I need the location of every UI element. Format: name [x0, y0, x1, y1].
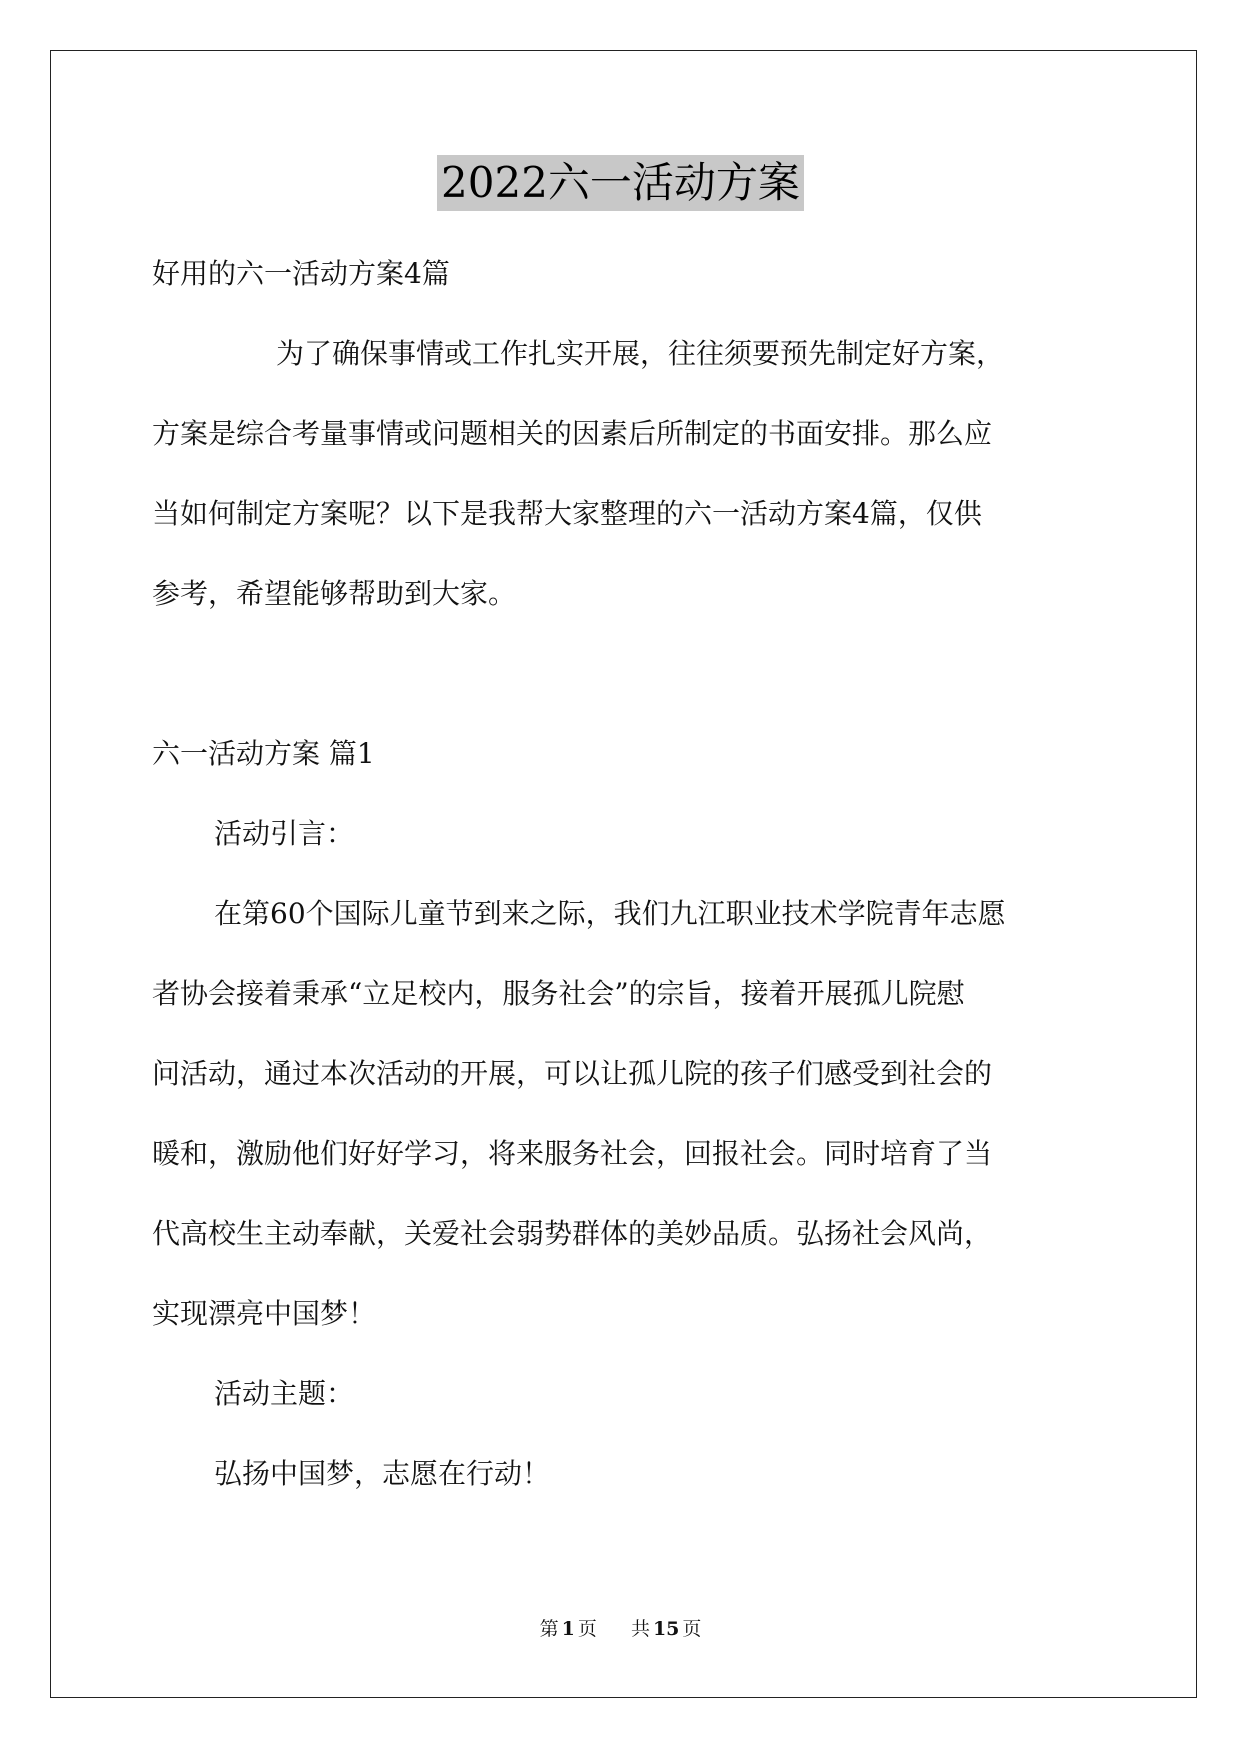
- foreword-line: 实现漂亮中国梦！: [152, 1297, 377, 1330]
- document-subtitle: 好用的六一活动方案4篇: [152, 257, 450, 290]
- page-suffix: 页: [577, 1618, 597, 1640]
- foreword-line: 代高校生主动奉献，关爱社会弱势群体的美妙品质。弘扬社会风尚，: [152, 1217, 993, 1250]
- document-title: 2022六一活动方案: [437, 155, 804, 211]
- intro-line: 为了确保事情或工作扎实开展，往往须要预先制定好方案，: [276, 337, 1005, 370]
- intro-line: 方案是综合考量事情或问题相关的因素后所制定的书面安排。那么应: [152, 417, 993, 450]
- document-body: [152, 234, 1092, 1514]
- section-heading: 六一活动方案 篇1: [152, 737, 375, 770]
- page-total: 15: [652, 1618, 680, 1640]
- foreword-label: 活动引言：: [214, 817, 355, 850]
- page-footer: [0, 1616, 1241, 1642]
- theme-text: 弘扬中国梦，志愿在行动！: [214, 1457, 551, 1490]
- page-prefix: 第: [539, 1618, 559, 1640]
- foreword-line: 暖和，激励他们好好学习，将来服务社会，回报社会。同时培育了当: [152, 1137, 993, 1170]
- total-prefix: 共: [630, 1618, 650, 1640]
- intro-line: 当如何制定方案呢？以下是我帮大家整理的六一活动方案4篇，仅供: [152, 497, 982, 530]
- theme-label: 活动主题：: [214, 1377, 355, 1410]
- foreword-line: 者协会接着秉承“立足校内，服务社会”的宗旨，接着开展孤儿院慰: [152, 977, 965, 1010]
- title-container: [0, 155, 1241, 211]
- page-current: 1: [561, 1618, 575, 1640]
- foreword-line: 在第60个国际儿童节到来之际，我们九江职业技术学院青年志愿: [214, 897, 1006, 930]
- intro-line: 参考，希望能够帮助到大家。: [152, 577, 517, 610]
- blank-line: [152, 634, 1092, 714]
- foreword-line: 问活动，通过本次活动的开展，可以让孤儿院的孩子们感受到社会的: [152, 1057, 993, 1090]
- total-suffix: 页: [682, 1618, 702, 1640]
